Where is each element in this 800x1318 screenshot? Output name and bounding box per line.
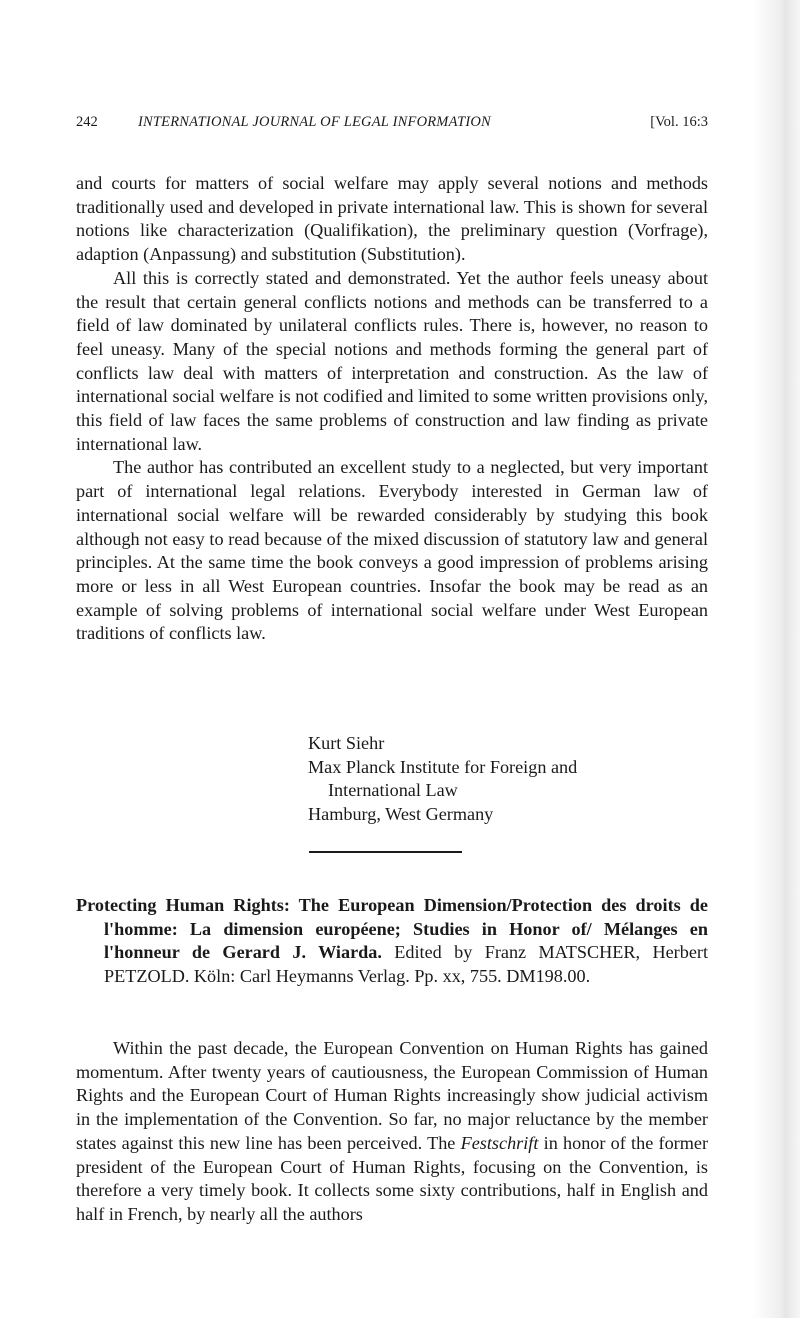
volume-label: [Vol. 16:3 [650,114,708,130]
reviewer-signature [308,732,577,827]
reviewer-institution: Max Planck Institute for Foreign and [308,756,578,777]
section-divider [309,851,462,853]
reviewer-institution-cont: International Law [328,780,458,801]
review-2-body [76,1037,708,1227]
book-details: Edited by Franz MATSCHER, Herbert PETZOLD. Köln: Carl Heymanns Verlag. Pp. xx, 755. DM198.00. [104,942,708,987]
page-edge-shadow [752,0,800,1318]
book-title: Protecting Human Rights: The European Dimension/Protection des droits de l'homme: La dimension européene; Studies in Honor of/ Mélanges en l'honneur de Gerard J. Wiarda. [76,895,708,963]
paragraph-text: in honor of the former president of the European Court of Human Rights, focusing on the Convention, is therefore a very timely book. It collects some sixty contributions, half in English and half in French, by nearly all the authors [76,1132,708,1224]
italic-term: Festschrift [460,1132,539,1153]
page-number: 242 [76,114,98,130]
paragraph [76,1037,708,1227]
paragraph: All this is correctly stated and demonstrated. Yet the author feels uneasy about the result that certain general conflicts notions and methods can be transferred to a field of law dominated by unilateral conflicts rules. There is, however, no reason to feel uneasy. Many of the special notions and methods forming the general part of conflicts law deal with matters of interpretation and construction. As the law of international social welfare is not codified and limited to some written provisions only, this field of law faces the same problems of construction and law finding as private international law. [76,267,708,454]
journal-title: INTERNATIONAL JOURNAL OF LEGAL INFORMATION [138,114,491,130]
review-1-body [76,172,708,646]
reviewer-name: Kurt Siehr [308,733,385,753]
paragraph: and courts for matters of social welfare may apply several notions and methods traditionally used and developed in private international law. This is shown for several notions like characterization (Qualifikation), the preliminary question (Vorfrage), adaption (Anpassung) and substitution (Substitution). [76,173,708,265]
paragraph: The author has contributed an excellent study to a neglected, but very important part of international legal relations. Everybody interested in German law of international social welfare will be rewarded considerably by studying this book although not easy to read because of the mixed discussion of statutory law and general principles. At the same time the book conveys a good impression of problems arising more or less in all West European countries. Insofar the book may be read as an example of solving problems of international social welfare under West European traditions of conflicts law. [76,457,708,644]
reviewer-location: Hamburg, West Germany [308,804,494,825]
paragraph-text: Within the past decade, the European Convention on Human Rights has gained momentum. After twenty years of cautiousness, the European Commission of Human Rights and the European Court of Human Rights increasingly show judicial activism in the implementation of the Convention. So far, no major reluctance by the member states against this new line has been perceived. The [76,1038,708,1153]
book-citation [76,894,708,989]
